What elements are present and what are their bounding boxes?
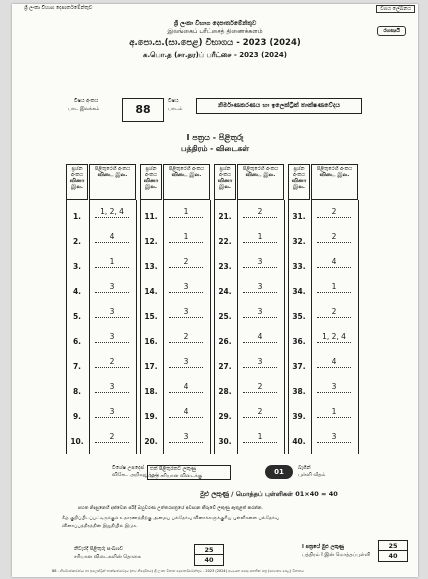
question-column-header bbox=[66, 164, 88, 200]
answer-value: 4 bbox=[183, 407, 189, 416]
question-number: 1. bbox=[72, 212, 82, 221]
answer-header-si: පිළිතුරෙහි අංකය bbox=[316, 166, 353, 172]
answer-value: 2 bbox=[331, 307, 337, 316]
answer-dotted-line bbox=[169, 367, 203, 368]
answer-value: 3 bbox=[257, 257, 263, 266]
question-number: 3. bbox=[72, 262, 82, 271]
paper-subtitle: பத்திரம் - விடைகள் bbox=[180, 144, 250, 153]
answer-dotted-line bbox=[317, 267, 351, 268]
dept-title-ta: இலங்கைப் பரீட்சைத் திணைக்களம் bbox=[167, 28, 263, 35]
correct-count-numerator: 25 bbox=[195, 545, 223, 555]
paper-total-label-ta: பத்திரம் I இன் மொத்தப்புள்ளி bbox=[302, 552, 371, 558]
answer-dotted-line bbox=[243, 442, 277, 443]
question-number: 21. bbox=[218, 212, 232, 221]
answer-dotted-line bbox=[95, 292, 129, 293]
exam-title-ta: க.பொ.த (சா.தர)ப் பரீட்சை - 2023 (2024) bbox=[143, 51, 287, 59]
answer-value: 3 bbox=[257, 357, 263, 366]
question-number: 23. bbox=[218, 262, 232, 271]
answer-dotted-line bbox=[169, 442, 203, 443]
subject-code-label-ta: பாட இலக்கம் bbox=[68, 106, 100, 112]
question-number: 6. bbox=[72, 337, 82, 346]
question-number: 32. bbox=[292, 237, 306, 246]
answer-dotted-line bbox=[169, 242, 203, 243]
special-instructions-si: විශේෂ උපදෙස් bbox=[112, 465, 144, 471]
question-number: 34. bbox=[292, 287, 306, 296]
question-number: 31. bbox=[292, 212, 306, 221]
answer-dotted-line bbox=[243, 267, 277, 268]
subject-name: නිර්මාණකරණය හා ඉලෙක්ට්‍රික් තාක්ෂණවේදය bbox=[196, 98, 362, 114]
answer-dotted-line bbox=[169, 417, 203, 418]
paper-total-box bbox=[378, 540, 408, 562]
question-number: 37. bbox=[292, 362, 306, 371]
answer-dotted-line bbox=[95, 342, 129, 343]
instruction-note-ta-2: வினாப்பத்திரத்தின் இறுதியில் இடுக. bbox=[62, 524, 138, 529]
question-number: 12. bbox=[144, 237, 158, 246]
per-correct-ta: ஒரு சரியான விடைக்கு bbox=[150, 473, 203, 479]
answer-value: 1 bbox=[331, 282, 337, 291]
answer-header-si: පිළිතුරෙහි අංකය bbox=[168, 166, 205, 172]
answer-value: 4 bbox=[331, 357, 337, 366]
answer-dotted-line bbox=[95, 217, 129, 218]
question-number: 16. bbox=[144, 337, 158, 346]
answer-dotted-line bbox=[95, 317, 129, 318]
grid-column-rule bbox=[210, 200, 211, 454]
answer-value: 4 bbox=[257, 332, 263, 341]
paper-total-numerator: 25 bbox=[379, 541, 407, 551]
question-number: 15. bbox=[144, 312, 158, 321]
answer-dotted-line bbox=[317, 417, 351, 418]
answer-value: 2 bbox=[183, 332, 189, 341]
question-number: 38. bbox=[292, 387, 306, 396]
grid-column-rule bbox=[136, 200, 137, 454]
special-instructions-ta: விசேட அறிவுறுத்தல் bbox=[112, 472, 160, 478]
answer-dotted-line bbox=[95, 367, 129, 368]
answer-header-si: පිළිතුරෙහි අංකය bbox=[242, 166, 279, 172]
paper-title: I පත්‍රය - පිළිතුරු bbox=[186, 133, 244, 142]
answer-value: 3 bbox=[109, 332, 115, 341]
question-number: 29. bbox=[218, 412, 232, 421]
answer-header-ta: விடை இல. bbox=[171, 172, 202, 178]
subject-code-label-si: විෂය අංකය bbox=[74, 98, 99, 104]
question-number: 39. bbox=[292, 412, 306, 421]
marks-label-ta: புள்ளி வீதம் bbox=[298, 472, 326, 478]
question-column-header bbox=[288, 164, 310, 200]
answer-dotted-line bbox=[169, 317, 203, 318]
question-number: 17. bbox=[144, 362, 158, 371]
question-column-header bbox=[140, 164, 162, 200]
question-number: 26. bbox=[218, 337, 232, 346]
question-number: 35. bbox=[292, 312, 306, 321]
answer-dotted-line bbox=[317, 217, 351, 218]
question-number: 10. bbox=[70, 437, 84, 446]
answer-dotted-line bbox=[169, 342, 203, 343]
question-number: 2. bbox=[72, 237, 82, 246]
answer-dotted-line bbox=[243, 342, 277, 343]
per-correct-si: එක් පිළිතුරකට ලකුණු bbox=[150, 466, 197, 472]
answer-value: 3 bbox=[109, 282, 115, 291]
question-number: 40. bbox=[292, 437, 306, 446]
answer-value: 4 bbox=[183, 382, 189, 391]
answer-dotted-line bbox=[243, 292, 277, 293]
question-number: 11. bbox=[144, 212, 158, 221]
grid-column-rule bbox=[284, 200, 285, 454]
question-number: 24. bbox=[218, 287, 232, 296]
question-number: 4. bbox=[72, 287, 82, 296]
answer-value: 2 bbox=[257, 382, 263, 391]
answer-value: 3 bbox=[109, 307, 115, 316]
answer-value: 2 bbox=[109, 432, 115, 441]
answer-header-ta: விடை இல. bbox=[97, 172, 128, 178]
answer-dotted-line bbox=[243, 392, 277, 393]
answer-dotted-line bbox=[243, 417, 277, 418]
question-number: 8. bbox=[72, 387, 82, 396]
question-number: 13. bbox=[144, 262, 158, 271]
answer-column-header bbox=[89, 164, 136, 200]
question-number: 36. bbox=[292, 337, 306, 346]
answer-dotted-line bbox=[317, 242, 351, 243]
answer-dotted-line bbox=[169, 392, 203, 393]
question-header-ta: வினா இல. bbox=[143, 178, 159, 190]
answer-dotted-line bbox=[169, 217, 203, 218]
answer-value: 2 bbox=[257, 207, 263, 216]
paper-total-denominator: 40 bbox=[388, 552, 398, 560]
question-number: 27. bbox=[218, 362, 232, 371]
answer-value: 4 bbox=[109, 232, 115, 241]
answer-dotted-line bbox=[169, 292, 203, 293]
answer-value: 2 bbox=[331, 207, 337, 216]
answer-dotted-line bbox=[95, 417, 129, 418]
per-correct-box bbox=[147, 465, 231, 480]
answer-value: 3 bbox=[183, 282, 189, 291]
answer-dotted-line bbox=[317, 342, 351, 343]
answer-dotted-line bbox=[243, 242, 277, 243]
question-number: 28. bbox=[218, 387, 232, 396]
answer-value: 3 bbox=[183, 432, 189, 441]
answer-dotted-line bbox=[317, 367, 351, 368]
answer-dotted-line bbox=[317, 292, 351, 293]
subject-code: 88 bbox=[122, 98, 164, 122]
confidential-badge: රහස්‍යයි bbox=[377, 26, 406, 36]
question-header-ta: வினா இல. bbox=[291, 178, 307, 190]
header-department: ශ්‍රී ලංකා විභාග දෙපාර්තමේන්තුව bbox=[24, 5, 93, 11]
answer-value: 1 bbox=[257, 232, 263, 241]
subject-name-label-ta: பாடம் bbox=[168, 106, 183, 112]
answer-value: 1 bbox=[183, 232, 189, 241]
paper-total-label-si: I පත්‍රයේ මුළු ලකුණු bbox=[302, 544, 344, 550]
header-document-label: වගය ලේඛනය bbox=[376, 5, 415, 13]
answer-dotted-line bbox=[95, 392, 129, 393]
grid-column-rule bbox=[358, 200, 359, 454]
answer-value: 3 bbox=[183, 307, 189, 316]
correct-count-denominator: 40 bbox=[204, 556, 214, 564]
marking-instructions bbox=[12, 465, 418, 493]
answer-dotted-line bbox=[243, 317, 277, 318]
question-number: 19. bbox=[144, 412, 158, 421]
answer-value: 3 bbox=[331, 382, 337, 391]
answer-dotted-line bbox=[95, 267, 129, 268]
subject-name-label-si: විෂය bbox=[168, 98, 179, 104]
answer-dotted-line bbox=[95, 242, 129, 243]
answer-value: 1 bbox=[183, 207, 189, 216]
answer-header-ta: விடை இல. bbox=[319, 172, 350, 178]
answer-value: 3 bbox=[257, 307, 263, 316]
answer-value: 3 bbox=[257, 282, 263, 291]
answer-dotted-line bbox=[317, 392, 351, 393]
question-header-si: ප්‍රශ්න අංකය bbox=[70, 166, 83, 178]
answer-dotted-line bbox=[317, 317, 351, 318]
answer-dotted-line bbox=[243, 367, 277, 368]
answer-value: 1 bbox=[109, 257, 115, 266]
marks-label-si: බැගින් bbox=[298, 465, 311, 471]
answer-dotted-line bbox=[169, 267, 203, 268]
exam-title-si: අ.පො.ස.(සා.පෙළ) විභාගය - 2023 (2024) bbox=[129, 38, 301, 48]
total-marks-line: මුළු ලකුණු / மொத்தப் புள்ளிகள் 01×40 = 40 bbox=[200, 490, 338, 498]
question-header-ta: வினா இல. bbox=[69, 178, 85, 190]
question-number: 22. bbox=[218, 237, 232, 246]
question-header-si: ප්‍රශ්න අංකය bbox=[218, 166, 231, 178]
answer-value: 2 bbox=[183, 257, 189, 266]
question-number: 5. bbox=[72, 312, 82, 321]
answer-value: 2 bbox=[331, 232, 337, 241]
question-number: 20. bbox=[144, 437, 158, 446]
subject-row bbox=[12, 98, 418, 124]
answer-dotted-line bbox=[317, 442, 351, 443]
question-header-si: ප්‍රශ්න අංකය bbox=[292, 166, 305, 178]
page-footer: 88 - නිර්මාණකරණය හා ඉලෙක්ට්‍රික් තාක්ෂණවේදය (නව නිර්දේශය) ශ්‍රී ලංකා විභාග දෙපාර්තමේන්තුව - 2023 (2024) අධ්‍යයන පොදු සහතික පත්‍ර (සාමාන්‍ය පෙළ) විභාගය bbox=[52, 569, 304, 573]
answer-value: 3 bbox=[109, 382, 115, 391]
answer-value: 4 bbox=[331, 257, 337, 266]
answer-header-si: පිළිතුරෙහි අංකය bbox=[94, 166, 131, 172]
question-number: 18. bbox=[144, 387, 158, 396]
answer-dotted-line bbox=[95, 442, 129, 443]
question-header-ta: வினா இல. bbox=[217, 178, 233, 190]
question-header-si: ප්‍රශ්න අංකය bbox=[144, 166, 157, 178]
answer-value: 1, 2, 4 bbox=[100, 207, 124, 216]
answer-column-header bbox=[163, 164, 210, 200]
answer-column-header bbox=[311, 164, 358, 200]
question-column-header bbox=[214, 164, 236, 200]
instruction-note-si: පහත නිදසුනෙහි දක්වෙන පරිදි බහුවරණ උත්තරපත්‍රයේ අවසාන කීරුවේ ලකුණු ඇතුළත් කරන්න. bbox=[78, 506, 264, 511]
correct-count-label-ta: சரியான விடைகளின் தொகை bbox=[74, 554, 141, 560]
answer-dotted-line bbox=[243, 217, 277, 218]
instruction-note-ta: கீழ் குறிப்பிடப்பட்டிருக்கும் உதாரணத்திற்கு அமைய பல்தேர்வு வினாக்களுக்குரிய புள்ளிகளை பல்தேர்வு bbox=[62, 516, 279, 521]
answer-sheet-page bbox=[12, 4, 418, 577]
question-number: 30. bbox=[218, 437, 232, 446]
question-number: 14. bbox=[144, 287, 158, 296]
answer-value: 2 bbox=[257, 407, 263, 416]
answer-value: 1 bbox=[257, 432, 263, 441]
correct-count-box bbox=[194, 544, 224, 566]
dept-title-si: ශ්‍රී ලංකා විභාග දෙපාර්තමේන්තුව bbox=[173, 20, 257, 27]
question-number: 25. bbox=[218, 312, 232, 321]
answer-value: 3 bbox=[183, 357, 189, 366]
question-number: 9. bbox=[72, 412, 82, 421]
answer-value: 3 bbox=[331, 432, 337, 441]
correct-count-label-si: නිවැරදි පිළිතුරු සංඛ්‍යාව bbox=[74, 546, 124, 552]
answer-header-ta: விடை இல. bbox=[245, 172, 276, 178]
answer-column-header bbox=[237, 164, 284, 200]
question-number: 33. bbox=[292, 262, 306, 271]
answer-value: 2 bbox=[109, 357, 115, 366]
marks-each-badge: 01 bbox=[265, 465, 293, 479]
answer-value: 1 bbox=[331, 407, 337, 416]
answer-value: 3 bbox=[109, 407, 115, 416]
question-number: 7. bbox=[72, 362, 82, 371]
answer-value: 1, 2, 4 bbox=[322, 332, 346, 341]
